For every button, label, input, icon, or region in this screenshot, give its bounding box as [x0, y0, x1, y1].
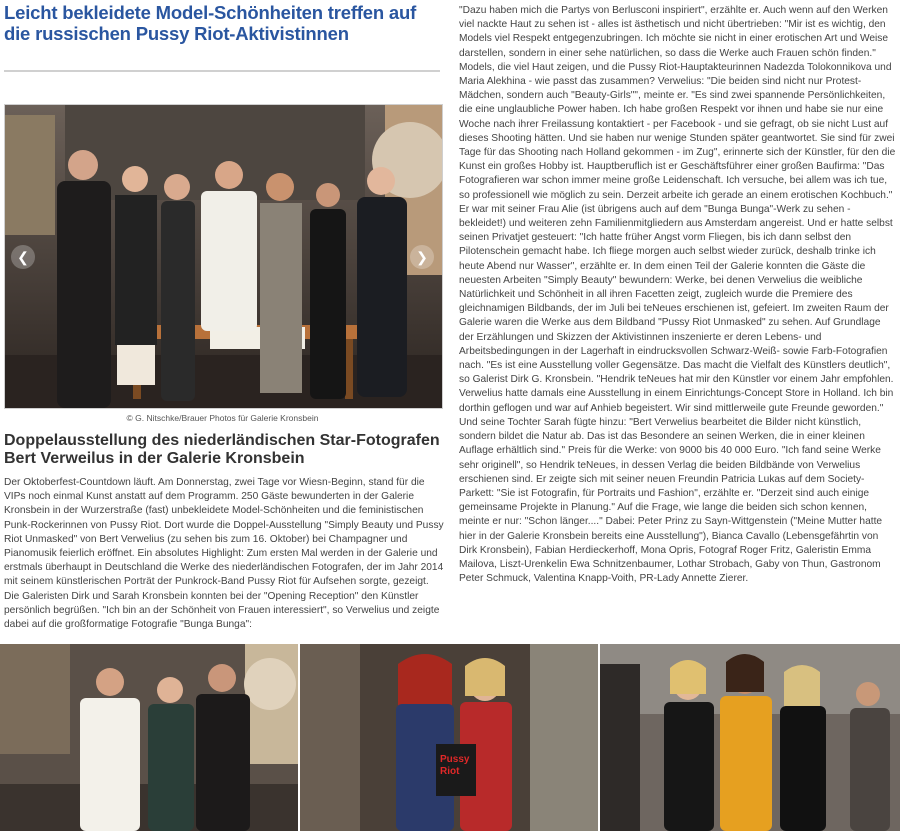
book-title-line2: Riot	[440, 766, 460, 777]
gallery-photo-3[interactable]	[600, 644, 900, 831]
article-subheadline: Doppelausstellung des niederländischen Star-Fotografen Bert Verweilus in der Galerie Kronsbein	[4, 432, 440, 467]
left-column	[4, 0, 442, 44]
article-headline: Leicht bekleidete Model-Schönheiten treffen auf die russischen Pussy Riot-Aktivistinnen	[4, 2, 417, 44]
article-body-left: Der Oktoberfest-Countdown läuft. Am Donnerstag, zwei Tage vor Wiesn-Beginn, stand für die VIPs noch einmal Kunst anstatt auf dem Programm. 250 Gäste bewunderten in der Galerie Kronsbein in der Wurzerstraße (fast) unbekleidete Model-Schönheiten und die feministischen Punk-Rockerinnen von Pussy Riot. Dort wurde die Doppel-Ausstellung "Simply Beauty und Pussy Riot Unmasked" von Bert Verwelius (zu sehen bis zum 16. Oktober) bei Champagner und Pianomusik feierlich eröffnet. Ein absolutes Highlight: Zum ersten Mal werden in der Galerie und erstmals überhaupt in Deutschland die Werke des niederländischen Fotografen, der im Jahr 2014 mit seinem künstlerischen Porträt der Punkrock-Band Pussy Riot für Aufsehen sorgte, gezeigt. Die Galeristen Dirk und Sarah Kronsbein konnten bei der "Opening Reception" den Künstler persönlich begrüßen. "Ich bin an der Schönheit von Frauen interessiert", so Verwelius und zeigte dabei auf die großformatige Fotografie "Bunga Bunga":	[4, 477, 444, 631]
guests-photo-3	[600, 644, 900, 831]
slider-prev-button[interactable]	[11, 245, 35, 269]
guests-photo-2	[300, 644, 598, 831]
right-column	[459, 4, 897, 586]
group-photo	[5, 105, 442, 408]
photo-caption: © G. Nitschke/Brauer Photos für Galerie Kronsbein	[126, 413, 319, 423]
book-title-line1: Pussy	[440, 754, 470, 765]
gallery-photo-2[interactable]	[300, 644, 598, 831]
gallery-photo-1[interactable]	[0, 644, 298, 831]
photo-slider[interactable]	[4, 104, 443, 409]
slider-next-button[interactable]	[410, 245, 434, 269]
article-body-right: "Dazu haben mich die Partys von Berlusconi inspiriert", erzählte er. Auch wenn auf den Werken viel nackte Haut zu sehen ist - alles ist ästhetisch und nicht übertrieben: "Mir ist es wichtig, den Models viel Respekt entgegenzubringen. Ich möchte sie nicht in einer erotischen Art und Weise darstellen, sondern in einer sehe natürlichen, so dass die Werke auch Frauen schön finden." Models, die viel Haut zeigen, und die Pussy Riot-Hauptakteurinnen Nadezda Tolokonnikova und Maria Alekhina - wie passt das zusammen? Verwelius: "Die beiden sind nicht nur Protest-Mädchen, sondern auch "Beauty-Girls"", meinte er. "Es sind zwei spannende Persönlichkeiten, die eine unglaubliche Power haben. Ich habe großen Respekt vor ihnen und habe sie nur eine Woche nach ihrer Freilassung kontaktiert - per Facebook - und sie gefragt, ob sie nicht Lust auf dieses Shooting hätten. Und sie haben nur wenige Stunden später geantwortet. Sie sind für zwei Tage für das Shooting nach Holland gekommen - im Zug", erinnerte sich der Künstler, für den die Kunst ein großes Hobby ist. Hauptberuflich ist er Geschäftsführer einer großen Baufirma: "Das Fotografieren war schon immer meine große Leidenschaft. Ich versuche, bei allem was ich tue, so professionell wie möglich zu sein. Derzeit arbeite ich gerade an einem erotischen Kochbuch." Er war mit seiner Frau Alie (ist übrigens auch auf dem "Bunga Bunga"-Werk zu sehen - bekleidet!) und weiteren zehn Familienmitgliedern aus Amsterdam angereist. Und er hatte selbst seinen Privatjet gesteuert: "Ich hatte früher Angst vorm Fliegen, bis ich dann selbst den Pilotenschein gemacht habe. Ich fliege morgen auch selbst wieder zurück, deshalb trinke ich heute Abend nur Wasser", erzählte er. In dem einen Teil der Galerie konnten die Gäste die neuesten Arbeiten "Simply Beauty" bewundern: Werke, bei denen Verwelius die weibliche Natürlichkeit und Schönheit in all ihren Facetten zeigt, zugleich wurde die Premiere des gleichnamigen Bildbands, der im Juli bei teNeues erschienen ist, gefeiert. Im zweiten Raum der Galerie waren die Werke aus dem Bildband "Pussy Riot Unmasked" zu sehen. Auf Grundlage der Erzählungen und Skizzen der Aktivistinnen inszenierte er deren Lebens- und Arbeitsbedingungen in der Lagerhaft in eindrucksvollen Schwarz-Weiß- sowie Farb-Fotografien nach. "Es ist eine Ausstellung voller Gegensätze. Das macht die Vielfalt des Künstlers deutlich", so Galerist Dirk G. Kronsbein. "Hendrik teNeues hat mir den Künstler vor einem Jahr empfohlen. Verwelius hatte damals eine Ausstellung in einem Einrichtungs-Concept Store in Holland. Ich bin dorthin geflogen und war auf Anhieb begeistert. Wir sind mittlerweile gute Freunde geworden." Und seine Tochter Sarah fügte hinzu: "Bert Verwelius bearbeitet die Bilder nicht künstlich, sondern bildet die Natur ab. Das ist das Besondere an seinen Werken, die in einer kleinen Auflage erhältlich sind." Preis für die Werke: von 9000 bis 40 000 Euro. "Ich fand seine Werke sehr originell", so Hendrik teNeues, in dessen Verlag die beiden Bildbände von Verwelius erschienen sind. Er zeigte sich mit seiner neuen Freundin Patricia Lukas auf dem Society-Parkett: "Sie ist Fotografin, für Portraits und Fashion", erzählte er. "Derzeit sind auch einige gemeinsame Projekte in Planung." Auf die Frage, wie lange die beiden sich schon kennen, meinte er nur: "Schon länger...." Dabei: Peter Prinz zu Sayn-Wittgenstein ("Meine Mutter hatte hier in der Galerie Kronsbein bereits eine Ausstellung"), Bianca Cavallo (Lebensgefährtin von Dirk Kronsbein), Fabian Herdieckerhoff, Mona Opris, Fotograf Roger Fritz, Galeristin Emma Mailova, Liszt-Urenkelin Ewa Schnitzenbaumer, Lothar Strobach, Gaby von Thun, Gastronom Peter Schmuck, Valentina Knapp-Voith, PR-Lady Annette Zierer.	[459, 5, 896, 585]
chevron-right-icon: ❯	[416, 249, 428, 265]
chevron-left-icon: ❮	[17, 249, 29, 265]
guests-photo-1	[0, 644, 298, 831]
headline-divider	[4, 70, 440, 72]
